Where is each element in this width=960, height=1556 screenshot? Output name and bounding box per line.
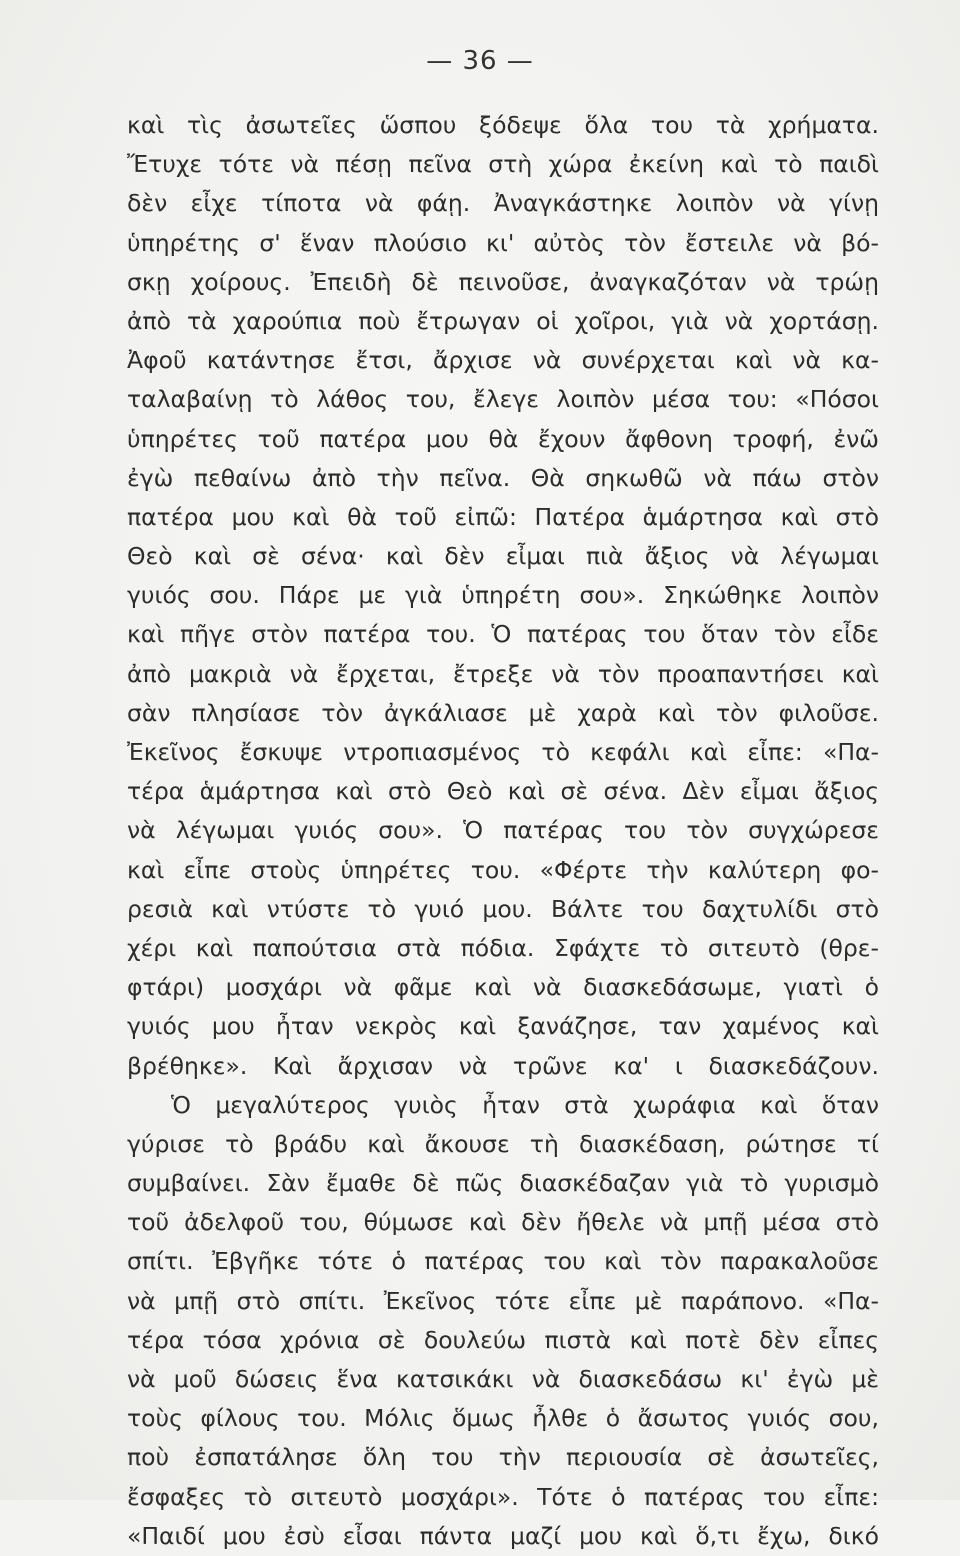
text-line: σπίτι. Ἐβγῆκε τότε ὁ πατέρας του καὶ τὸν παρακαλοῦσε bbox=[127, 1247, 879, 1276]
text-line: χέρι καὶ παπούτσια στὰ πόδια. Σφάχτε τὸ σιτευτὸ (θρε- bbox=[127, 933, 879, 962]
text-line: τοὺς φίλους του. Μόλις ὅμως ἦλθε ὁ ἄσωτος γυιός σου, bbox=[127, 1404, 879, 1433]
text-line: ρεσιὰ καὶ ντύστε τὸ γυιό μου. Βάλτε του δαχτυλίδι στὸ bbox=[127, 894, 879, 923]
text-line: τέρα τόσα χρόνια σὲ δουλεύω πιστὰ καὶ ποτὲ δὲν εἶπες bbox=[127, 1325, 879, 1354]
text-line: τέρα ἁμάρτησα καὶ στὸ Θεὸ καὶ σὲ σένα. Δὲν εἶμαι ἄξιος bbox=[127, 777, 879, 806]
text-line: νὰ μπῇ στὸ σπίτι. Ἐκεῖνος τότε εἶπε μὲ παράπονο. «Πα- bbox=[127, 1286, 879, 1315]
text-line: καὶ πῆγε στὸν πατέρα του. Ὁ πατέρας του ὅταν τὸν εἶδε bbox=[127, 620, 879, 649]
text-line: Ἔτυχε τότε νὰ πέσῃ πεῖνα στὴ χώρα ἐκείνη καὶ τὸ παιδὶ bbox=[127, 150, 879, 179]
text-line: ταλαβαίνῃ τὸ λάθος του, ἔλεγε λοιπὸν μέσα του: «Πόσοι bbox=[127, 385, 879, 414]
text-line: δὲν εἶχε τίποτα νὰ φάῃ. Ἀναγκάστηκε λοιπὸν νὰ γίνῃ bbox=[127, 189, 879, 218]
text-line: ἐγὼ πεθαίνω ἀπὸ τὴν πεῖνα. Θὰ σηκωθῶ νὰ πάω στὸν bbox=[127, 463, 879, 492]
text-line: ἀπὸ τὰ χαρούπια ποὺ ἔτρωγαν οἱ χοῖροι, γιὰ νὰ χορτάσῃ. bbox=[127, 306, 879, 335]
text-line: σκῃ χοίρους. Ἐπειδὴ δὲ πεινοῦσε, ἀναγκαζόταν νὰ τρώῃ bbox=[127, 267, 879, 296]
text-line: Ἀφοῦ κατάντησε ἔτσι, ἄρχισε νὰ συνέρχεται καὶ νὰ κα- bbox=[127, 346, 879, 375]
text-line: πατέρα μου καὶ θὰ τοῦ εἰπῶ: Πατέρα ἁμάρτησα καὶ στὸ bbox=[127, 502, 879, 531]
text-line: συμβαίνει. Σὰν ἔμαθε δὲ πῶς διασκέδαζαν γιὰ τὸ γυρισμὸ bbox=[127, 1169, 879, 1198]
text-line: νὰ λέγωμαι γυιός σου». Ὁ πατέρας του τὸν συγχώρεσε bbox=[127, 816, 879, 845]
text-line: «Παιδί μου ἐσὺ εἶσαι πάντα μαζί μου καὶ ὅ,τι ἔχω, δικό bbox=[127, 1521, 879, 1550]
text-line: καὶ εἶπε στοὺς ὑπηρέτες του. «Φέρτε τὴν καλύτερη φο- bbox=[127, 855, 879, 884]
text-line: Ὁ μεγαλύτερος γυιὸς ἦταν στὰ χωράφια καὶ ὅταν bbox=[171, 1090, 879, 1119]
text-line: καὶ τὶς ἀσωτεῖες ὥσπου ξόδεψε ὅλα του τὰ χρήματα. bbox=[127, 111, 879, 139]
text-line: γυιός μου ἦταν νεκρὸς καὶ ξανάζησε, ταν χαμένος καὶ bbox=[127, 1012, 879, 1041]
text-line: γύρισε τὸ βράδυ καὶ ἄκουσε τὴ διασκέδαση, ρώτησε τί bbox=[127, 1129, 879, 1158]
text-line: ποὺ ἐσπατάλησε ὅλη του τὴν περιουσία σὲ ἀσωτεῖες, bbox=[127, 1443, 879, 1472]
text-line: Θεὸ καὶ σὲ σένα· καὶ δὲν εἶμαι πιὰ ἄξιος νὰ λέγωμαι bbox=[127, 542, 879, 571]
page-number: — 36 — bbox=[426, 46, 534, 76]
body-text bbox=[127, 106, 879, 1556]
text-line: γυιός σου. Πάρε με γιὰ ὑπηρέτη σου». Σηκώθηκε λοιπὸν bbox=[127, 581, 879, 610]
text-line: ἀπὸ μακριὰ νὰ ἔρχεται, ἔτρεξε νὰ τὸν προαπαντήσει καὶ bbox=[127, 659, 879, 688]
text-line: ὑπηρέτης σ' ἕναν πλούσιο κι' αὐτὸς τὸν ἔστειλε νὰ βό- bbox=[127, 228, 879, 257]
text-line: σὰν πλησίασε τὸν ἀγκάλιασε μὲ χαρὰ καὶ τὸν φιλοῦσε. bbox=[127, 698, 879, 727]
text-line: ὑπηρέτες τοῦ πατέρα μου θὰ ἔχουν ἄφθονη τροφή, ἐνῶ bbox=[127, 424, 879, 453]
text-line: ἔσφαξες τὸ σιτευτὸ μοσχάρι». Τότε ὁ πατέρας του εἶπε: bbox=[127, 1482, 879, 1511]
text-line: βρέθηκε». Καὶ ἄρχισαν νὰ τρῶνε κα' ι διασκεδάζουν. bbox=[127, 1051, 879, 1080]
text-line: Ἐκεῖνος ἔσκυψε ντροπιασμένος τὸ κεφάλι καὶ εἶπε: «Πα- bbox=[127, 738, 879, 766]
text-line: νὰ μοῦ δώσεις ἕνα κατσικάκι νὰ διασκεδάσω κι' ἐγὼ μὲ bbox=[127, 1365, 879, 1393]
text-line: φτάρι) μοσχάρι νὰ φᾶμε καὶ νὰ διασκεδάσωμε, γιατὶ ὁ bbox=[127, 973, 879, 1002]
text-line: τοῦ ἀδελφοῦ του, θύμωσε καὶ δὲν ἤθελε νὰ μπῇ μέσα στὸ bbox=[127, 1208, 879, 1237]
